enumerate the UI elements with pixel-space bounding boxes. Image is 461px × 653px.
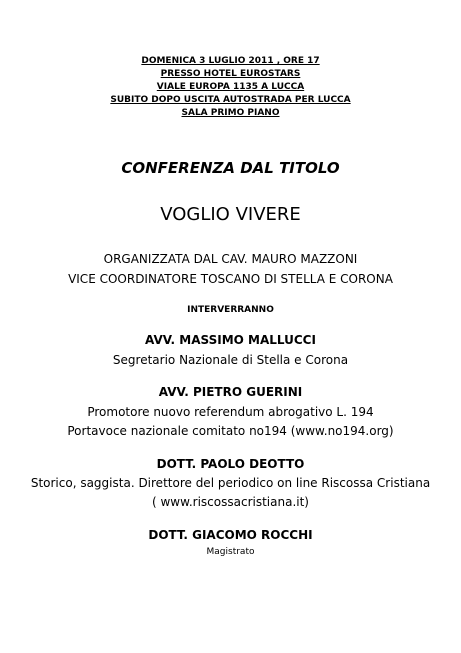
speakers-label: INTERVERRANNO	[187, 305, 274, 315]
speaker-role: Portavoce nazionale comitato no194 (www.no194.org)	[67, 424, 394, 438]
organizer-line-2: VICE COORDINATORE TOSCANO DI STELLA E CORONA	[68, 272, 393, 286]
conference-label: CONFERENZA DAL TITOLO	[121, 159, 340, 177]
event-venue: PRESSO HOTEL EUROSTARS	[160, 69, 301, 79]
speaker-role: Promotore nuovo referendum abrogativo L. 194	[87, 405, 374, 419]
speaker-name: DOTT. GIACOMO ROCCHI	[148, 528, 313, 542]
event-directions: SUBITO DOPO USCITA AUTOSTRADA PER LUCCA	[110, 95, 351, 105]
speaker-name: DOTT. PAOLO DEOTTO	[156, 457, 305, 471]
event-date-time: DOMENICA 3 LUGLIO 2011 , ORE 17	[141, 56, 320, 66]
event-address: VIALE EUROPA 1135 A LUCCA	[156, 82, 305, 92]
organizer-line-1: ORGANIZZATA DAL CAV. MAURO MAZZONI	[103, 252, 358, 266]
speaker-name: AVV. PIETRO GUERINI	[158, 385, 303, 399]
speaker-name: AVV. MASSIMO MALLUCCI	[145, 333, 316, 347]
event-room: SALA PRIMO PIANO	[181, 108, 280, 118]
speaker-role: ( www.riscossacristiana.it)	[152, 495, 309, 509]
speaker-role: Magistrato	[206, 547, 255, 557]
speaker-role: Storico, saggista. Direttore del periodico on line Riscossa Cristiana	[30, 476, 431, 490]
speaker-role: Segretario Nazionale di Stella e Corona	[112, 353, 349, 367]
conference-title: VOGLIO VIVERE	[160, 204, 301, 225]
